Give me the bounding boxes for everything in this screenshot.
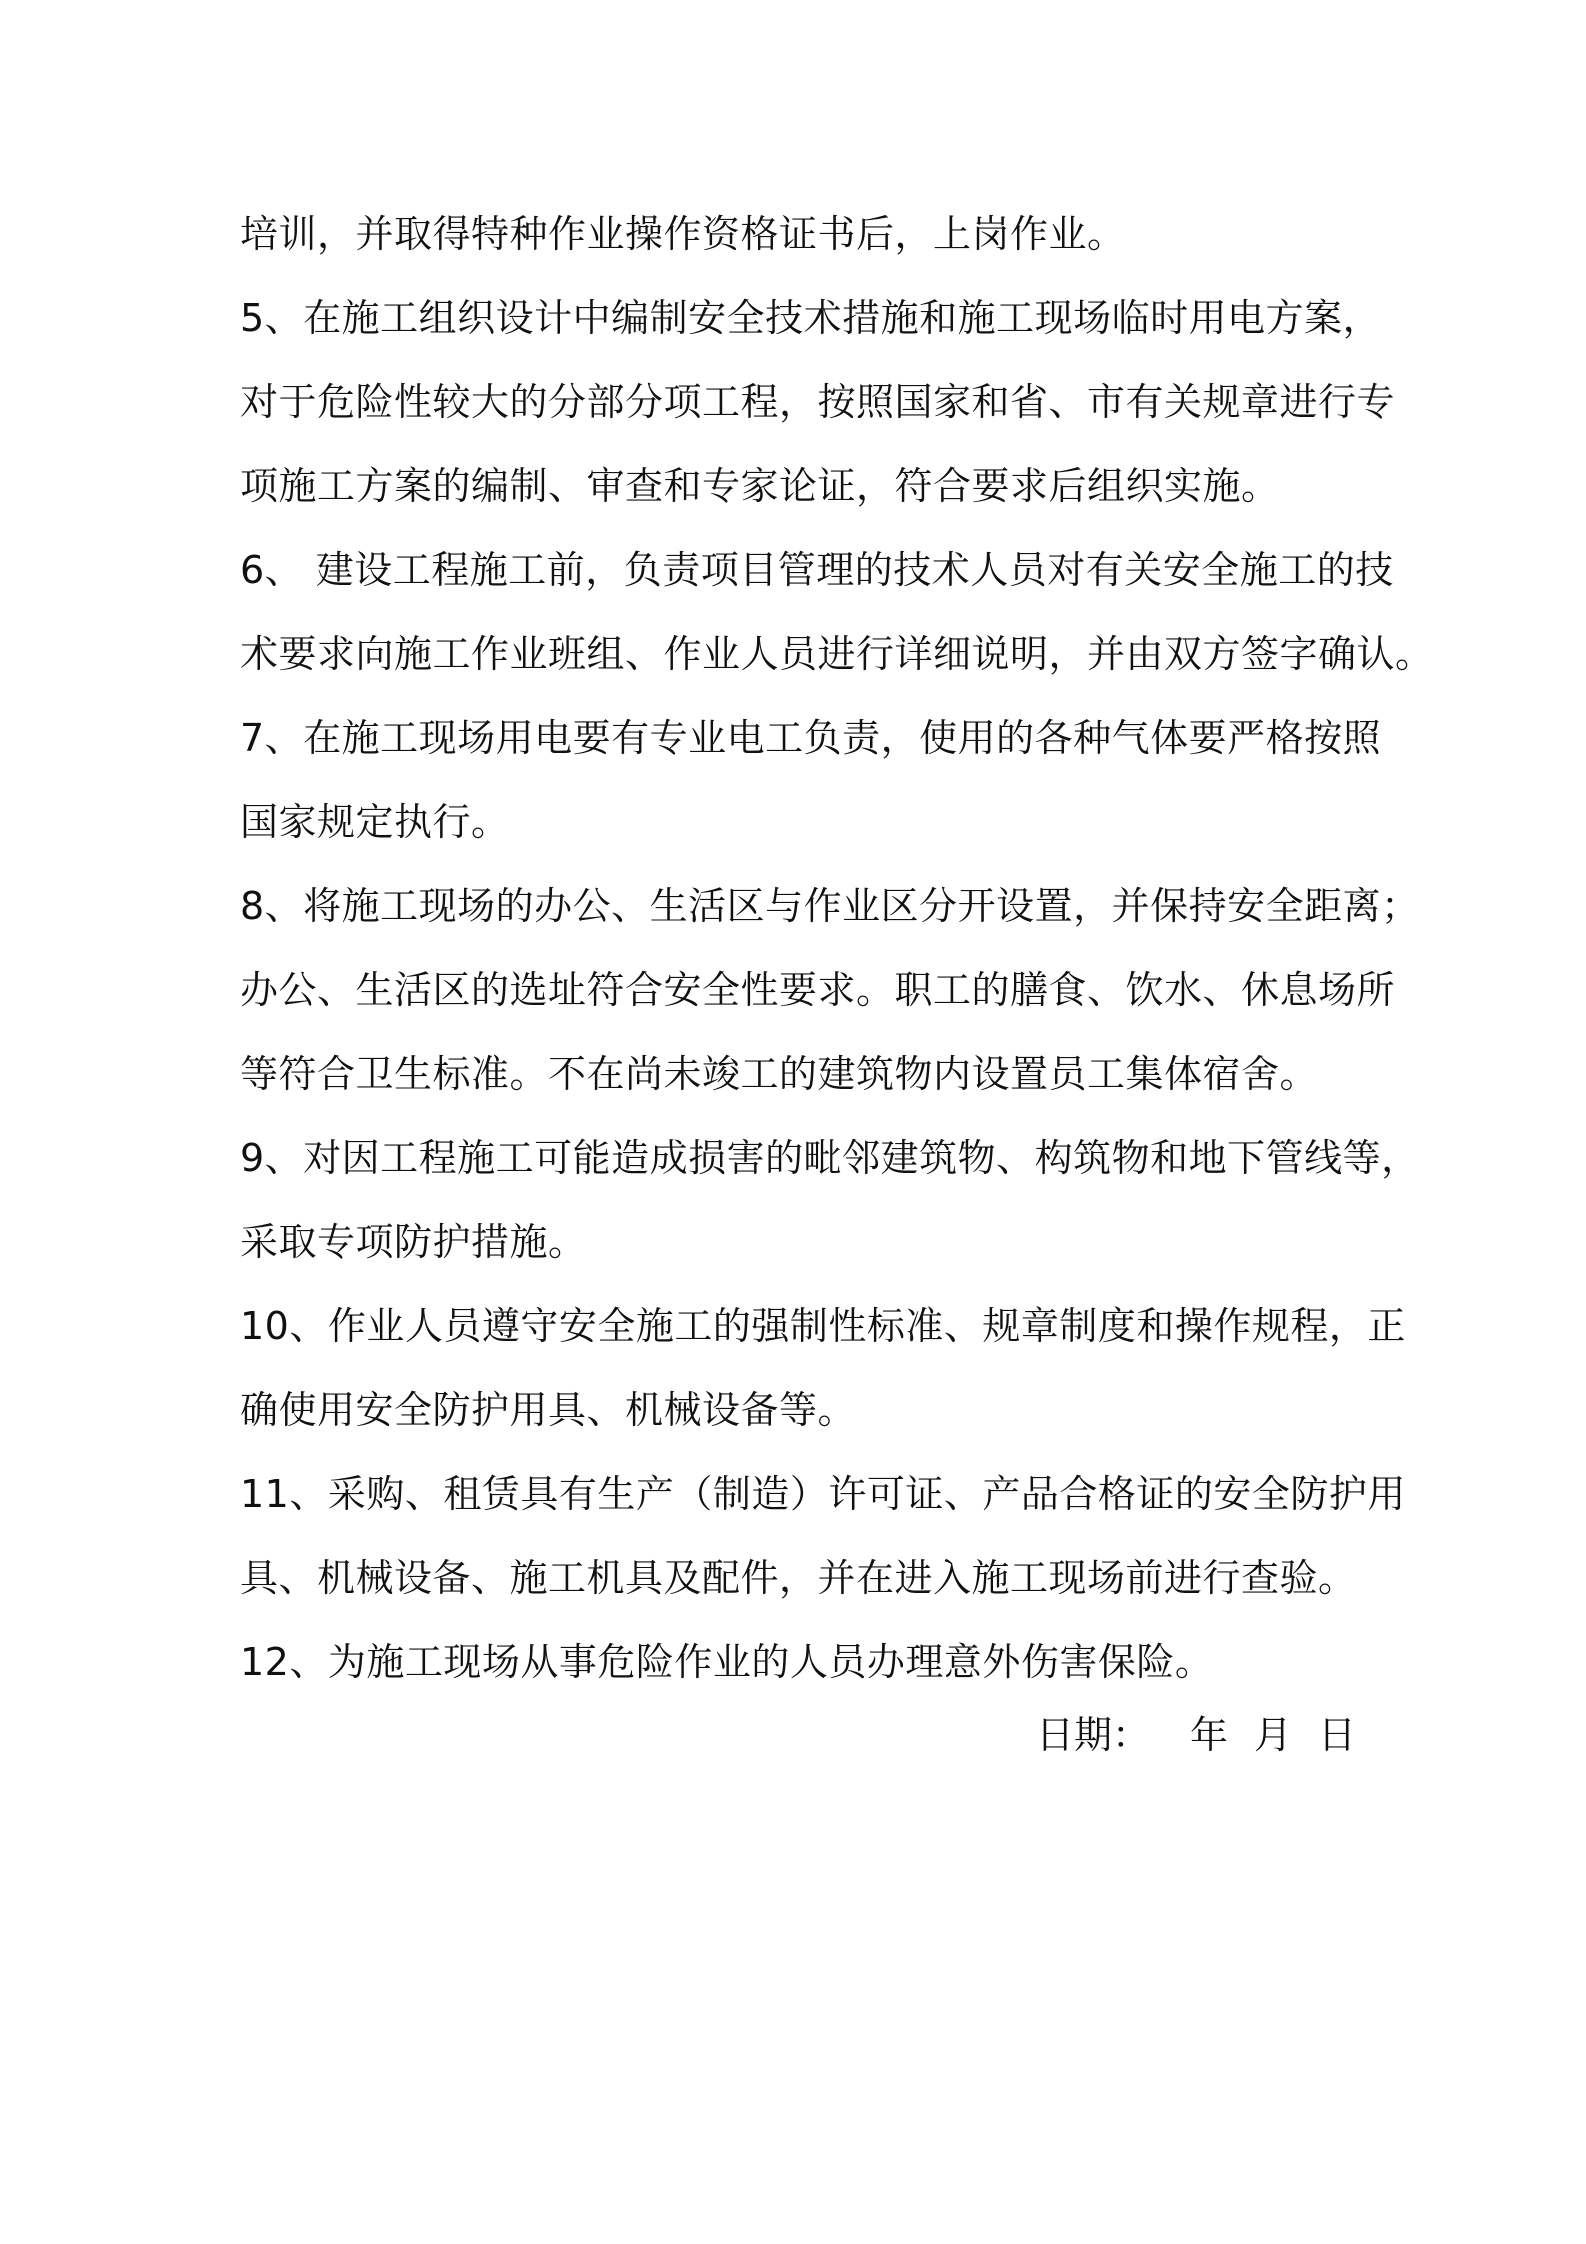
- paragraph-line: 11、采购、租赁具有生产（制造）许可证、产品合格证的安全防护用: [240, 1472, 1406, 1516]
- month-label: 月: [1253, 1713, 1292, 1757]
- paragraph-line: 5、在施工组织设计中编制安全技术措施和施工现场临时用电方案，: [240, 296, 1382, 340]
- paragraph-line: 12、为施工现场从事危险作业的人员办理意外伤害保险。: [240, 1640, 1214, 1684]
- paragraph-line: 等符合卫生标准。不在尚未竣工的建筑物内设置员工集体宿舍。: [240, 1052, 1319, 1096]
- paragraph-line: 具、机械设备、施工机具及配件，并在进入施工现场前进行查验。: [240, 1556, 1357, 1600]
- paragraph-line: 8、将施工现场的办公、生活区与作业区分开设置，并保持安全距离；: [240, 884, 1420, 928]
- paragraph-line: 对于危险性较大的分部分项工程，按照国家和省、市有关规章进行专: [240, 380, 1396, 424]
- paragraph-line: 采取专项防护措施。: [240, 1220, 587, 1264]
- paragraph-line: 6、 建设工程施工前，负责项目管理的技术人员对有关安全施工的技: [240, 548, 1394, 592]
- date-label: 日期：: [1035, 1713, 1150, 1757]
- paragraph-line: 办公、生活区的选址符合安全性要求。职工的膳食、饮水、休息场所: [240, 968, 1396, 1012]
- paragraph-line: 确使用安全防护用具、机械设备等。: [240, 1388, 857, 1432]
- paragraph-line: 10、作业人员遵守安全施工的强制性标准、规章制度和操作规程，正: [240, 1304, 1406, 1348]
- paragraph-line: 国家规定执行。: [240, 800, 510, 844]
- paragraph-line: 培训，并取得特种作业操作资格证书后，上岗作业。: [240, 212, 1126, 256]
- paragraph-line: 9、对因工程施工可能造成损害的毗邻建筑物、构筑物和地下管线等，: [240, 1136, 1420, 1180]
- paragraph-line: 术要求向施工作业班组、作业人员进行详细说明，并由双方签字确认。: [240, 632, 1434, 676]
- year-label: 年: [1189, 1713, 1228, 1757]
- document-body: [240, 192, 1434, 1704]
- day-label: 日: [1317, 1713, 1356, 1757]
- paragraph-line: 项施工方案的编制、审查和专家论证，符合要求后组织实施。: [240, 464, 1280, 508]
- date-signature-line: [1036, 1693, 1356, 1777]
- paragraph-line: 7、在施工现场用电要有专业电工负责，使用的各种气体要严格按照: [240, 716, 1382, 760]
